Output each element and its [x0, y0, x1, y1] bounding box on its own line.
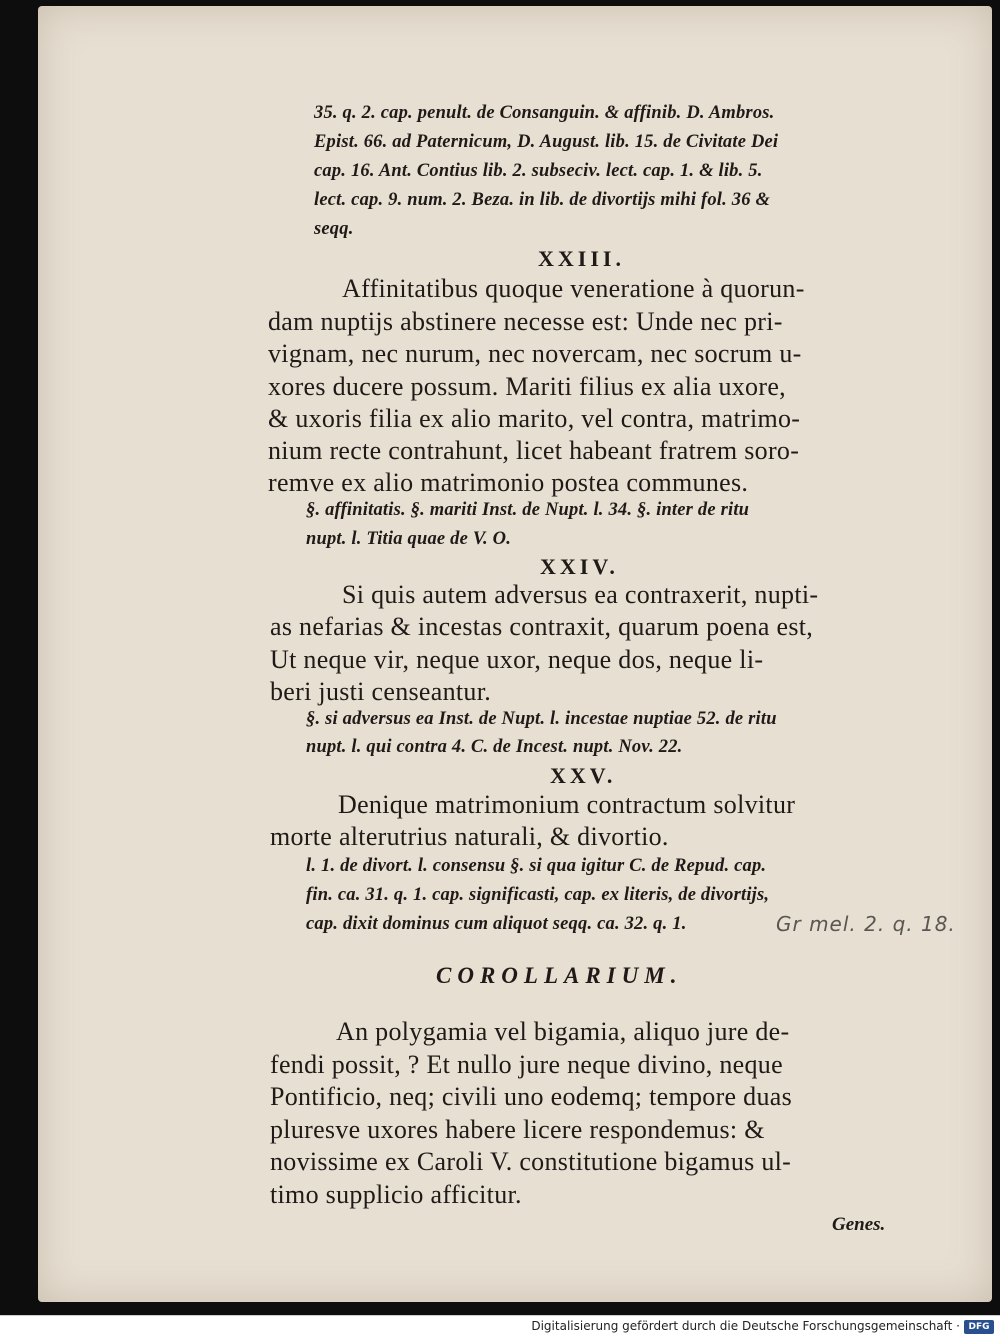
handwritten-margin-note: Gr mel. 2. q. 18.: [776, 912, 956, 936]
reference-line: cap. dixit dominus cum aliquot seqq. ca. 32. q. 1.: [306, 914, 687, 934]
body-line: as nefarias & incestas contraxit, quarum poena est,: [270, 612, 814, 641]
reference-line: cap. 16. Ant. Contius lib. 2. subseciv. lect. cap. 1. & lib. 5.: [314, 161, 763, 181]
section-heading: XXIII.: [538, 246, 625, 271]
reference-line: l. 1. de divort. l. consensu §. si qua igitur C. de Repud. cap.: [306, 856, 767, 876]
reference-line: fin. ca. 31. q. 1. cap. significasti, cap. ex literis, de divortijs,: [306, 885, 770, 905]
body-line: nium recte contrahunt, licet habeant fratrem soro-: [268, 436, 800, 465]
reference-line: 35. q. 2. cap. penult. de Consanguin. & affinib. D. Ambros.: [314, 103, 775, 123]
body-line: dam nuptijs abstinere necesse est: Unde nec pri-: [268, 307, 783, 336]
section-heading: XXIV.: [540, 554, 619, 579]
body-line: xores ducere possum. Mariti filius ex alia uxore,: [268, 372, 786, 401]
reference-line: lect. cap. 9. num. 2. Beza. in lib. de divortijs mihi fol. 36 &: [314, 190, 771, 210]
reference-line: §. affinitatis. §. mariti Inst. de Nupt. l. 34. §. inter de ritu: [306, 500, 750, 520]
body-line: morte alterutrius naturali, & divortio.: [270, 822, 669, 851]
corollary-heading: COROLLARIUM.: [436, 963, 683, 988]
body-line: beri justi censeantur.: [270, 677, 492, 706]
body-line: Denique matrimonium contractum solvitur: [338, 790, 796, 819]
reference-line: nupt. l. Titia quae de V. O.: [306, 529, 512, 549]
page-text: [38, 6, 992, 1302]
reference-line: Epist. 66. ad Paternicum, D. August. lib. 15. de Civitate Dei: [314, 132, 779, 152]
body-line: An polygamia vel bigamia, aliquo jure de-: [336, 1017, 790, 1046]
footer-credit-text: Digitalisierung gefördert durch die Deutsche Forschungsgemeinschaft ·: [531, 1319, 960, 1333]
reference-line: nupt. l. qui contra 4. C. de Incest. nupt. Nov. 22.: [306, 737, 683, 757]
body-line: Affinitatibus quoque veneratione à quorun-: [342, 274, 805, 303]
body-line: fendi possit, ? Et nullo jure neque divino, neque: [270, 1050, 783, 1079]
body-line: Pontificio, neq; civili uno eodemq; tempore duas: [270, 1082, 793, 1111]
reference-line: §. si adversus ea Inst. de Nupt. l. incestae nuptiae 52. de ritu: [306, 709, 777, 729]
dfg-logo-icon: DFG: [964, 1320, 994, 1334]
catchword: Genes.: [832, 1214, 886, 1235]
body-line: pluresve uxores habere licere respondemus: &: [270, 1115, 765, 1144]
body-line: vignam, nec nurum, nec novercam, nec socrum u-: [268, 339, 802, 368]
book-page: [38, 6, 992, 1302]
body-line: Ut neque vir, neque uxor, neque dos, neque li-: [270, 645, 764, 674]
digitization-footer: [0, 1315, 1000, 1339]
body-line: & uxoris filia ex alio marito, vel contra, matrimo-: [268, 404, 801, 433]
body-line: Si quis autem adversus ea contraxerit, nupti-: [342, 580, 819, 609]
reference-line: seqq.: [314, 219, 354, 239]
body-line: timo supplicio afficitur.: [270, 1180, 522, 1209]
body-line: remve ex alio matrimonio postea communes.: [268, 468, 749, 497]
body-line: novissime ex Caroli V. constitutione bigamus ul-: [270, 1147, 792, 1176]
section-heading: XXV.: [550, 763, 617, 788]
